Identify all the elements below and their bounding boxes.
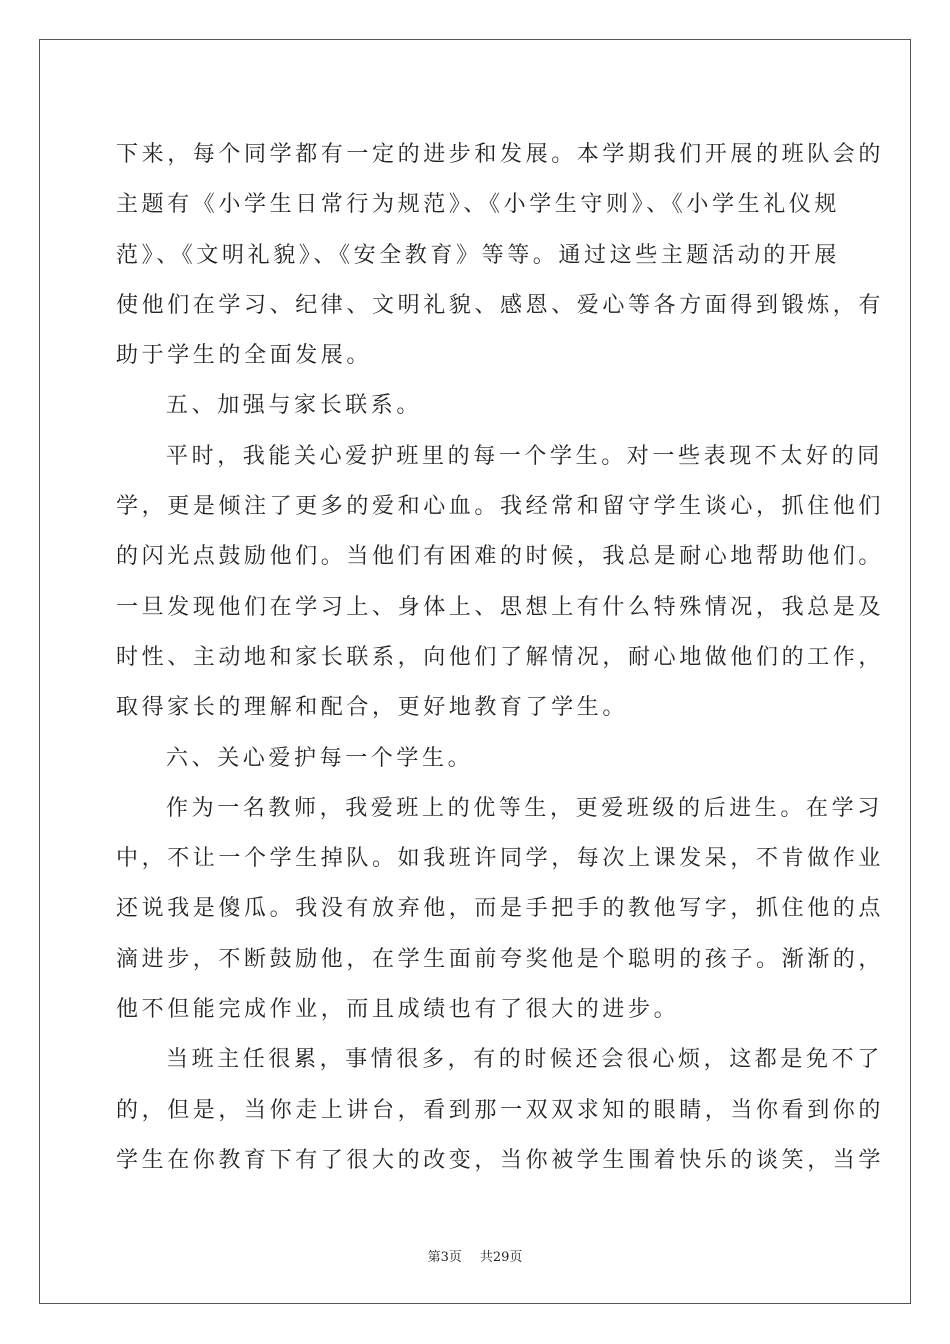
text-line: 助于学生的全面发展。 [116,343,373,369]
text-line: 还说我是傻瓜。我没有放弃他，而是手把手的教他写字，抓住他的点 [116,896,885,922]
text-line: 主题有《小学生日常行为规范》、《小学生守则》、《小学生礼仪规 [116,192,841,218]
section-heading: 六、关心爱护每一个学生。 [166,745,474,771]
document-body [116,130,885,1186]
text-line: 学，更是倾注了更多的爱和心血。我经常和留守学生谈心，抓住他们 [116,494,885,520]
page-total: 共29页 [479,1250,523,1265]
text-line: 滴进步，不断鼓励他，在学生面前夸奖他是个聪明的孩子。渐渐的， [116,946,885,972]
text-line: 取得家长的理解和配合，更好地教育了学生。 [116,695,629,721]
text-line: 使他们在学习、纪律、文明礼貌、感恩、爱心等各方面得到锻炼，有 [116,292,885,318]
page-number: 第3页 [427,1250,462,1265]
paragraph-start: 平时，我能关心爱护班里的每一个学生。对一些表现不太好的同 [166,443,883,469]
text-line: 一旦发现他们在学习上、身体上、思想上有什么特殊情况，我总是及 [116,594,885,620]
paragraph-start: 当班主任很累，事情很多，有的时候还会很心烦，这都是免不了 [166,1047,883,1073]
section-heading: 五、加强与家长联系。 [166,393,423,419]
text-line: 他不但能完成作业，而且成绩也有了很大的进步。 [116,997,680,1023]
text-line: 的，但是，当你走上讲台，看到那一双双求知的眼睛，当你看到你的 [116,1097,885,1123]
text-line: 范》、《文明礼貌》、《安全教育》等等。通过这些主题活动的开展 [116,242,841,268]
text-line: 下来，每个同学都有一定的进步和发展。本学期我们开展的班队会的 [116,142,885,167]
page-footer [0,1246,950,1265]
text-line: 的闪光点鼓励他们。当他们有困难的时候，我总是耐心地帮助他们。 [116,544,885,570]
text-line: 中，不让一个学生掉队。如我班许同学，每次上课发呆，不肯做作业 [116,846,885,872]
text-line: 学生在你教育下有了很大的改变，当你被学生围着快乐的谈笑，当学 [116,1147,885,1173]
text-line: 时性、主动地和家长联系，向他们了解情况，耐心地做他们的工作， [116,644,885,670]
paragraph-start: 作为一名教师，我爱班上的优等生，更爱班级的后进生。在学习 [166,795,883,821]
